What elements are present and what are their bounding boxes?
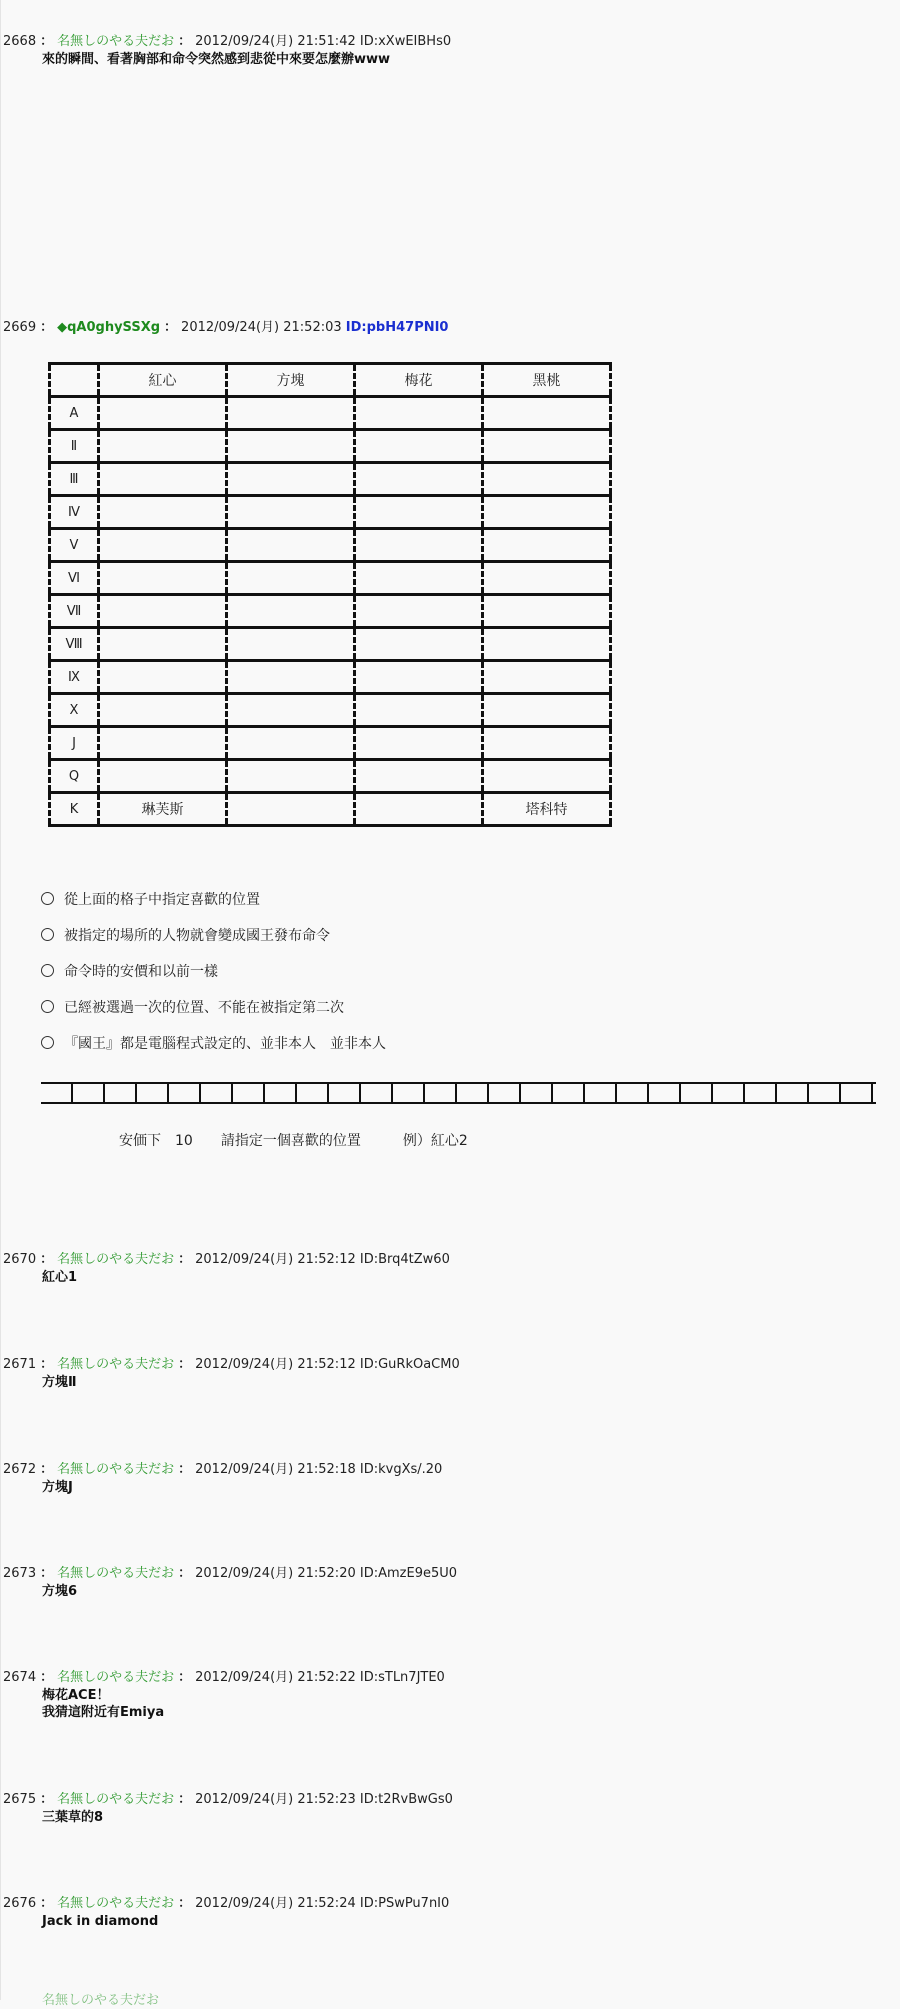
poster-id[interactable]: ID:kvgXs/.20 [359, 1462, 443, 1477]
row-label: Ⅷ [50, 628, 99, 661]
table-row [50, 694, 611, 727]
separator: ： [178, 1792, 192, 1807]
post-body-2676: Jack in diamond [42, 1914, 159, 1929]
table-cell: 琳芙斯 [99, 793, 227, 826]
separator: ： [178, 1462, 192, 1477]
poster-id[interactable]: ID:AmzE9e5U0 [359, 1566, 458, 1581]
separator: ： [40, 1462, 54, 1477]
table-cell [227, 430, 355, 463]
table-cell [483, 430, 611, 463]
table-cell [355, 496, 483, 529]
table-cell [227, 694, 355, 727]
separator: ： [178, 1357, 192, 1372]
rule-item: 命令時的安價和以前一樣 [41, 963, 218, 981]
table-cell [355, 595, 483, 628]
post-header-2675 [3, 1792, 453, 1808]
table-cell [227, 727, 355, 760]
post-header-2670 [3, 1252, 450, 1268]
table-cell [227, 397, 355, 430]
post-number[interactable]: 2675 [3, 1792, 37, 1807]
post-date: 2012/09/24(月) 21:52:20 [195, 1566, 356, 1581]
row-label: Ⅱ [50, 430, 99, 463]
separator: ： [40, 1357, 54, 1372]
table-cell [483, 760, 611, 793]
table-cell [99, 628, 227, 661]
table-cell [355, 661, 483, 694]
poster-name: 名無しのやる夫だお [57, 1357, 175, 1372]
post-number[interactable]: 2673 [3, 1566, 37, 1581]
table-cell [355, 463, 483, 496]
post-number[interactable]: 2670 [3, 1252, 37, 1267]
row-label: Ⅹ [50, 694, 99, 727]
table-row [50, 793, 611, 826]
header-corner [50, 364, 99, 397]
separator: ： [178, 1896, 192, 1911]
separator: ： [40, 1670, 54, 1685]
table-row [50, 529, 611, 562]
circle-bullet-icon [41, 892, 54, 905]
poster-name: 名無しのやる夫だお [57, 1670, 175, 1685]
table-row [50, 595, 611, 628]
post-number[interactable]: 2669 [3, 320, 37, 335]
separator: ： [40, 1896, 54, 1911]
table-cell [355, 397, 483, 430]
poster-id[interactable]: ID:Brq4tZw60 [359, 1252, 450, 1267]
post-body-2674-line1: 梅花ACE！ [42, 1688, 110, 1703]
table-cell [99, 727, 227, 760]
table-cell [99, 595, 227, 628]
table-cell [483, 463, 611, 496]
row-label: J [50, 727, 99, 760]
separator: ： [178, 34, 192, 49]
post-header-2669 [3, 320, 448, 336]
post-date: 2012/09/24(月) 21:52:03 [181, 320, 342, 335]
table-cell [99, 397, 227, 430]
circle-bullet-icon [41, 928, 54, 941]
circle-bullet-icon [41, 1000, 54, 1013]
table-row [50, 727, 611, 760]
row-label: Q [50, 760, 99, 793]
row-label: Ⅲ [50, 463, 99, 496]
table-cell [227, 529, 355, 562]
post-header-partial [42, 1993, 159, 2009]
post-body-2674-line2: 我猜這附近有Emiya [42, 1705, 165, 1720]
instruction-text: 安価下 10 請指定一個喜歡的位置 例）紅心2 [119, 1133, 468, 1149]
row-label: Ⅶ [50, 595, 99, 628]
rule-item: 從上面的格子中指定喜歡的位置 [41, 891, 260, 909]
post-date: 2012/09/24(月) 21:51:42 [195, 34, 356, 49]
table-cell [227, 562, 355, 595]
table-cell [99, 694, 227, 727]
table-cell [483, 562, 611, 595]
post-header-2674 [3, 1670, 445, 1686]
post-date: 2012/09/24(月) 21:52:24 [195, 1896, 356, 1911]
table-cell [227, 496, 355, 529]
table-cell [355, 562, 483, 595]
poster-name: 名無しのやる夫だお [57, 34, 175, 49]
circle-bullet-icon [41, 1036, 54, 1049]
table-cell [355, 430, 483, 463]
table-cell [227, 661, 355, 694]
post-body-2672: 方塊J [42, 1480, 73, 1495]
table-row [50, 628, 611, 661]
table-cell [483, 727, 611, 760]
post-header-2672 [3, 1462, 442, 1478]
table-row [50, 496, 611, 529]
rule-item: 已經被選過一次的位置、不能在被指定第二次 [41, 999, 344, 1017]
poster-id[interactable]: ID:PSwPu7nI0 [359, 1896, 450, 1911]
table-row [50, 661, 611, 694]
row-label: Ⅸ [50, 661, 99, 694]
post-number[interactable]: 2672 [3, 1462, 37, 1477]
row-label: K [50, 793, 99, 826]
table-cell [99, 760, 227, 793]
table-row [50, 397, 611, 430]
table-cell [355, 529, 483, 562]
poster-name: 名無しのやる夫だお [57, 1896, 175, 1911]
post-number[interactable]: 2676 [3, 1896, 37, 1911]
post-date: 2012/09/24(月) 21:52:23 [195, 1792, 356, 1807]
table-cell [483, 397, 611, 430]
poster-trip: ◆qA0ghySSXg [57, 320, 161, 335]
circle-bullet-icon [41, 964, 54, 977]
table-cell [355, 727, 483, 760]
separator: ： [178, 1252, 192, 1267]
table-header-row [50, 364, 611, 397]
post-body-2673: 方塊6 [42, 1584, 78, 1599]
header-clubs: 梅花 [355, 364, 483, 397]
table-cell [483, 496, 611, 529]
table-cell [483, 694, 611, 727]
rule-item: 『國王』都是電腦程式設定的、並非本人 並非本人 [41, 1035, 386, 1053]
table-cell [227, 793, 355, 826]
table-cell [99, 661, 227, 694]
post-header-2668 [3, 34, 451, 50]
dashed-ruler-divider [41, 1082, 876, 1104]
table-cell [99, 430, 227, 463]
row-label: Ⅳ [50, 496, 99, 529]
poster-id[interactable]: ID:sTLn7JTE0 [359, 1670, 445, 1685]
separator: ： [40, 1792, 54, 1807]
separator: ： [40, 1566, 54, 1581]
separator: ： [178, 1670, 192, 1685]
table-cell [99, 562, 227, 595]
header-hearts: 紅心 [99, 364, 227, 397]
table-cell [483, 529, 611, 562]
table-cell [227, 760, 355, 793]
separator: ： [40, 320, 54, 335]
table-cell [99, 463, 227, 496]
poster-id[interactable]: ID:t2RvBwGs0 [359, 1792, 453, 1807]
rule-item: 被指定的場所的人物就會變成國王發布命令 [41, 927, 330, 945]
table-cell [483, 661, 611, 694]
table-cell [355, 694, 483, 727]
table-cell [99, 529, 227, 562]
card-selection-table [48, 362, 612, 827]
poster-name: 名無しのやる夫だお [42, 1993, 160, 2008]
table-row [50, 430, 611, 463]
table-row [50, 760, 611, 793]
table-cell [227, 463, 355, 496]
table-cell [483, 595, 611, 628]
post-number[interactable]: 2674 [3, 1670, 37, 1685]
post-date: 2012/09/24(月) 21:52:12 [195, 1252, 356, 1267]
table-cell [483, 628, 611, 661]
row-label: Ⅴ [50, 529, 99, 562]
poster-id[interactable]: ID:pbH47PNI0 [345, 320, 449, 335]
post-body-2668: 來的瞬間、看著胸部和命令突然感到悲從中來要怎麼辦www [42, 52, 391, 67]
header-diamonds: 方塊 [227, 364, 355, 397]
table-row [50, 463, 611, 496]
separator: ： [40, 1252, 54, 1267]
post-number[interactable]: 2671 [3, 1357, 37, 1372]
poster-name: 名無しのやる夫だお [57, 1252, 175, 1267]
post-body-2675: 三葉草的8 [42, 1810, 104, 1825]
row-label: Ⅵ [50, 562, 99, 595]
poster-id[interactable]: ID:xXwEIBHs0 [359, 34, 452, 49]
separator: ： [40, 34, 54, 49]
separator: ： [178, 1566, 192, 1581]
table-cell [355, 760, 483, 793]
poster-name: 名無しのやる夫だお [57, 1566, 175, 1581]
separator: ： [164, 320, 178, 335]
post-date: 2012/09/24(月) 21:52:22 [195, 1670, 356, 1685]
table-cell [227, 595, 355, 628]
table-cell [227, 628, 355, 661]
table-row [50, 562, 611, 595]
table-cell [355, 793, 483, 826]
post-body-2670: 紅心1 [42, 1270, 78, 1285]
post-date: 2012/09/24(月) 21:52:18 [195, 1462, 356, 1477]
table-cell [99, 496, 227, 529]
table-cell [355, 628, 483, 661]
post-header-2673 [3, 1566, 457, 1582]
post-body-2671: 方塊Ⅱ [42, 1375, 77, 1390]
post-date: 2012/09/24(月) 21:52:12 [195, 1357, 356, 1372]
poster-id[interactable]: ID:GuRkOaCM0 [359, 1357, 460, 1372]
poster-name: 名無しのやる夫だお [57, 1792, 175, 1807]
table-cell: 塔科特 [483, 793, 611, 826]
post-header-2676 [3, 1896, 449, 1912]
poster-name: 名無しのやる夫だお [57, 1462, 175, 1477]
header-spades: 黑桃 [483, 364, 611, 397]
post-number[interactable]: 2668 [3, 34, 37, 49]
post-header-2671 [3, 1357, 460, 1373]
row-label: A [50, 397, 99, 430]
